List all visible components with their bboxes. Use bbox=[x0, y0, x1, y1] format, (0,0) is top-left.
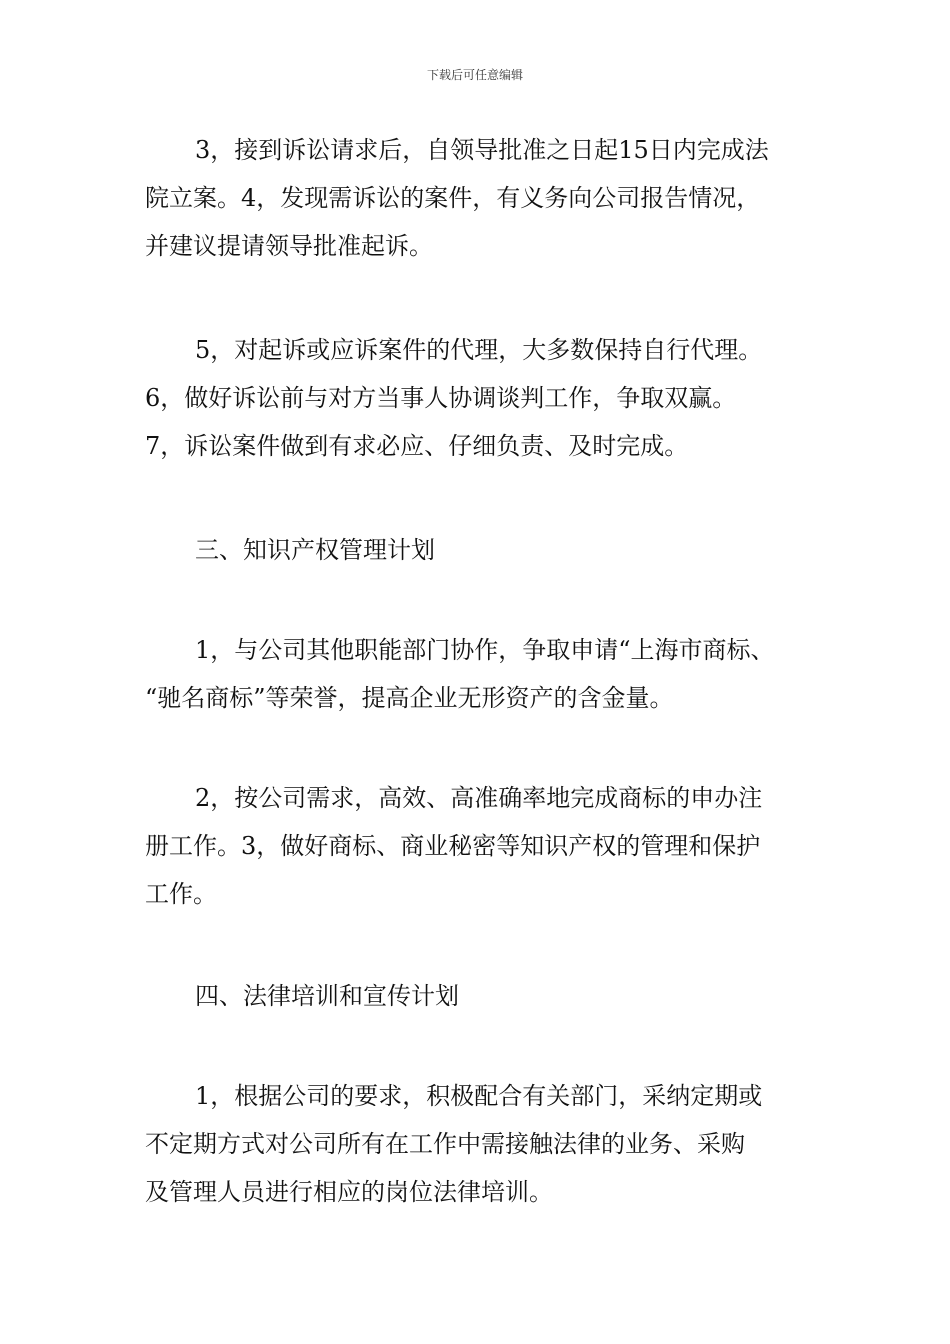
text-line: 册工作。3，做好商标、商业秘密等知识产权的管理和保护 bbox=[145, 832, 761, 860]
header-note: 下载后可任意编辑 bbox=[426, 68, 523, 82]
paragraph-legal-training bbox=[145, 1072, 815, 1216]
text-line: 1，与公司其他职能部门协作，争取申请“上海市商标、 bbox=[195, 636, 775, 664]
text-line: 院立案。4，发现需诉讼的案件，有义务向公司报告情况， bbox=[145, 184, 761, 212]
paragraph-litigation-filing bbox=[145, 126, 815, 270]
heading-text: 四、法律培训和宣传计划 bbox=[195, 982, 459, 1010]
text-line: 1，根据公司的要求，积极配合有关部门，采纳定期或 bbox=[195, 1082, 763, 1110]
paragraph-litigation-agency bbox=[145, 326, 815, 470]
text-line: 5，对起诉或应诉案件的代理，大多数保持自行代理。 bbox=[195, 336, 763, 364]
heading-text: 三、知识产权管理计划 bbox=[195, 536, 435, 564]
text-line: 3，接到诉讼请求后，自领导批准之日起15日内完成法 bbox=[195, 136, 769, 164]
section-heading-ip bbox=[145, 526, 815, 574]
paragraph-ip-cooperation bbox=[145, 626, 815, 722]
text-line: 不定期方式对公司所有在工作中需接触法律的业务、采购 bbox=[145, 1130, 745, 1158]
text-line: 7，诉讼案件做到有求必应、仔细负责、及时完成。 bbox=[145, 432, 689, 460]
text-line: 并建议提请领导批准起诉。 bbox=[145, 232, 433, 260]
section-heading-training bbox=[145, 972, 815, 1020]
text-line: “驰名商标”等荣誉，提高企业无形资产的含金量。 bbox=[145, 684, 674, 712]
text-line: 工作。 bbox=[145, 880, 217, 908]
text-line: 及管理人员进行相应的岗位法律培训。 bbox=[145, 1178, 553, 1206]
text-line: 6，做好诉讼前与对方当事人协调谈判工作，争取双赢。 bbox=[145, 384, 737, 412]
paragraph-trademark-registration bbox=[145, 774, 815, 918]
text-line: 2，按公司需求，高效、高准确率地完成商标的申办注 bbox=[195, 784, 763, 812]
